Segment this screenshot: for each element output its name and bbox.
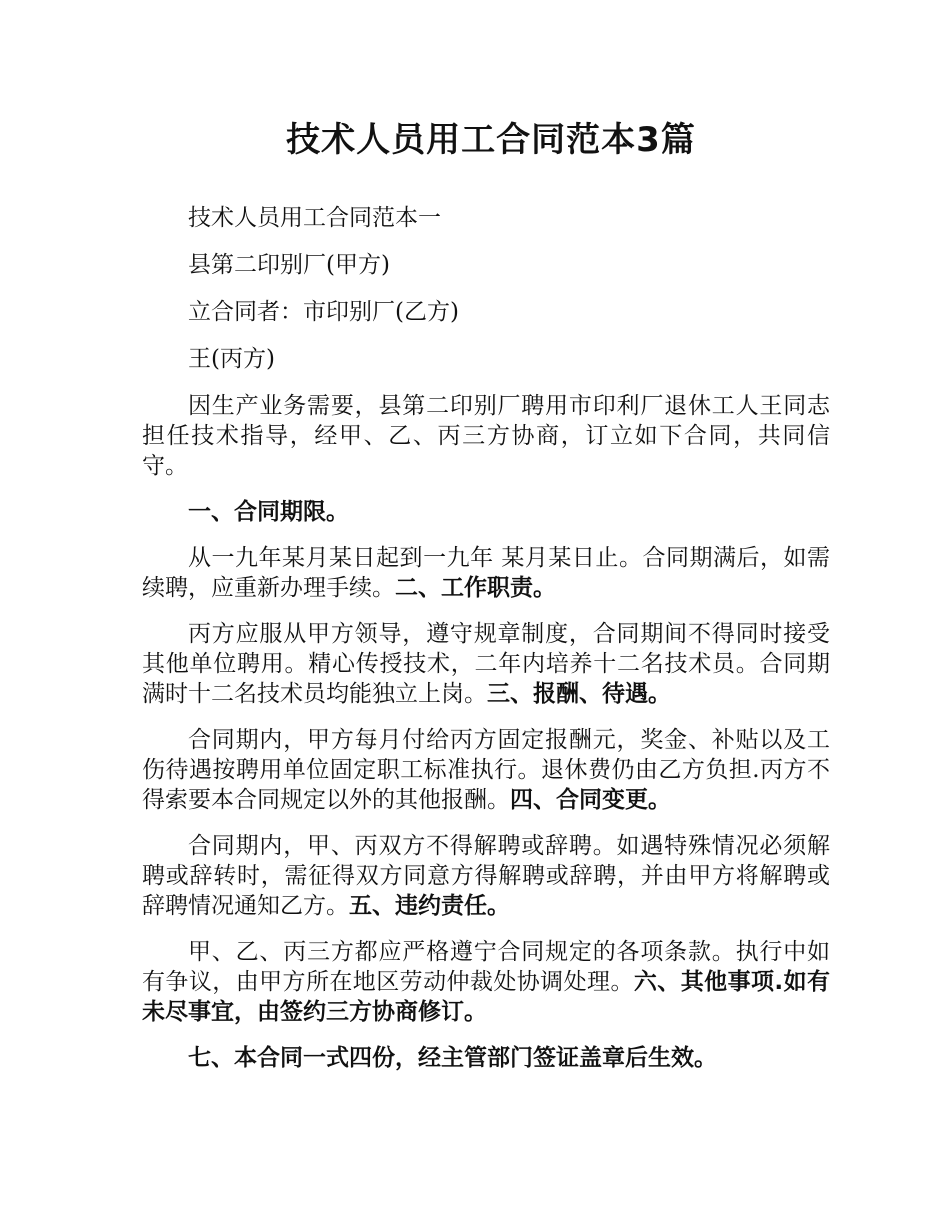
duties-text: 丙方应服从甲方领导，遵守规章制度，合同期间不得同时接受其他单位聘用。精心传授技术，二年内培养十二名技术员。合同期满时十二名技术员均能独立上岗。	[142, 621, 830, 707]
contract-subtitle: 技术人员用工合同范本一	[188, 205, 441, 231]
change-text: 合同期内，甲、丙双方不得解聘或辞聘。如遇特殊情况必须解聘或辞转时，需征得双方同意方得解聘或辞聘，并由甲方将解聘或辞聘情况通知乙方。	[142, 833, 830, 919]
breach-text: 甲、乙、丙三方都应严格遵宁合同规定的各项条款。执行中如有争议，由甲方所在地区劳动仲裁处协调处理。	[142, 939, 830, 995]
preamble-paragraph: 因生产业务需要，县第二印别厂聘用市印利厂退休工人王同志担任技术指导，经甲、乙、丙三方协商，订立如下合同，共同信守。	[142, 393, 830, 479]
party-b: 立合同者：市印别厂(乙方)	[188, 299, 459, 325]
party-c: 王(丙方)	[188, 346, 275, 372]
section-heading-copies: 七、本合同一式四份，经主管部门签证盖章后生效。	[188, 1045, 717, 1071]
party-a: 县第二印别厂(甲方)	[188, 252, 390, 278]
change-paragraph	[142, 831, 830, 921]
term-text: 从一九年某月某日起到一九年 某月某日止。合同期满后，如需续聘，应重新办理手续。	[142, 545, 830, 601]
section-heading-change: 四、合同变更。	[510, 787, 671, 813]
section-heading-term: 一、合同期限。	[188, 499, 349, 525]
document-title: 技术人员用工合同范本3篇	[286, 120, 696, 160]
section-heading-breach: 五、违约责任。	[349, 893, 510, 919]
duties-paragraph	[142, 619, 830, 709]
breach-paragraph	[142, 937, 830, 1027]
pay-text: 合同期内，甲方每月付给丙方固定报酬元，奖金、补贴以及工伤待遇按聘用单位固定职工标准执行。退休费仍由乙方负担.丙方不得索要本合同规定以外的其他报酬。	[142, 727, 830, 813]
term-paragraph	[142, 543, 830, 603]
section-heading-duties: 二、工作职责。	[395, 575, 556, 601]
section-heading-other: 六、其他事项.如有未尽事宜，由签约三方协商修订。	[142, 969, 830, 1025]
pay-paragraph	[142, 725, 830, 815]
section-heading-pay: 三、报酬、待遇。	[487, 681, 671, 707]
